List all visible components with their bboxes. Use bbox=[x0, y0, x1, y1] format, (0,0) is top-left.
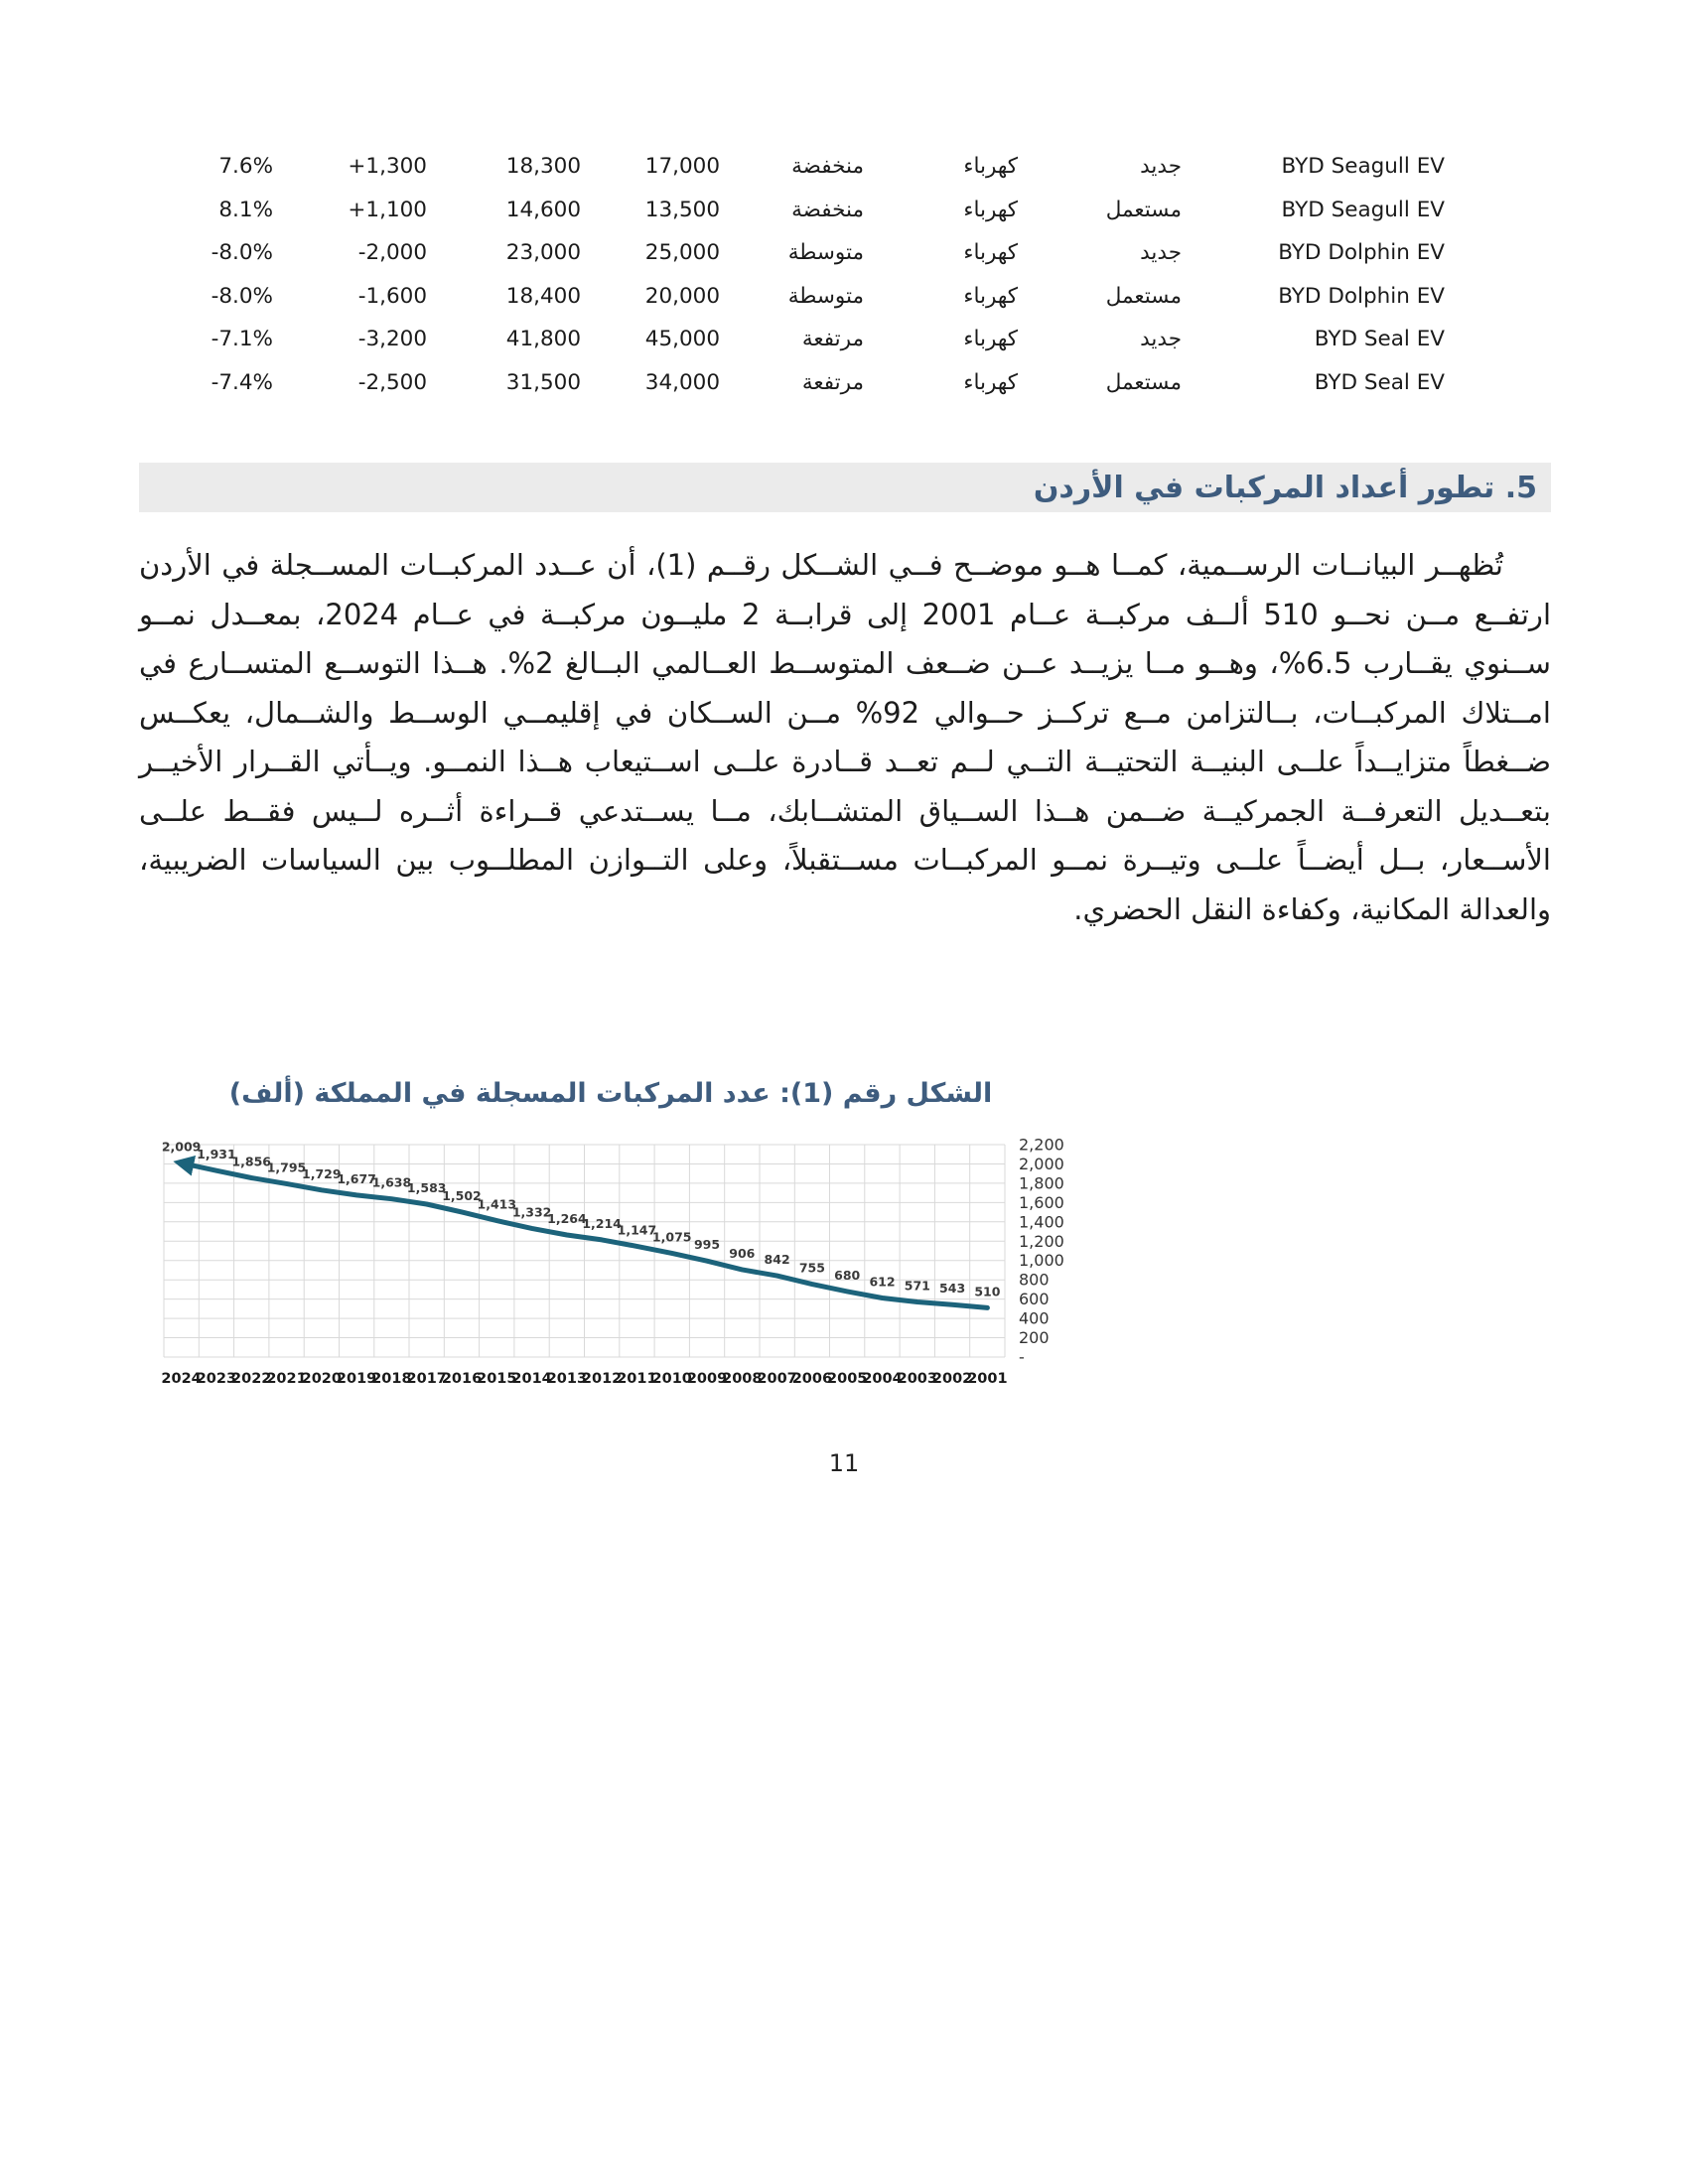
cell-percent: 7.6% bbox=[218, 154, 273, 180]
svg-text:543: 543 bbox=[939, 1281, 966, 1297]
cell-change: -2,500 bbox=[357, 369, 427, 395]
svg-text:1,332: 1,332 bbox=[511, 1204, 552, 1220]
svg-text:755: 755 bbox=[798, 1260, 825, 1276]
cell-fuel: كهرباء bbox=[963, 240, 1018, 266]
svg-text:1,638: 1,638 bbox=[371, 1174, 412, 1190]
svg-text:2,000: 2,000 bbox=[1019, 1155, 1064, 1173]
vertical-gridlines bbox=[164, 1145, 1005, 1357]
cell-percent: 8.1% bbox=[218, 197, 273, 222]
svg-text:2016: 2016 bbox=[441, 1371, 483, 1387]
data-labels bbox=[162, 1140, 1001, 1299]
cell-old-price: 45,000 bbox=[644, 327, 720, 352]
cell-new-price: 18,400 bbox=[505, 283, 581, 309]
svg-text:2023: 2023 bbox=[196, 1371, 237, 1387]
svg-text:842: 842 bbox=[764, 1252, 790, 1268]
svg-text:2022: 2022 bbox=[231, 1371, 272, 1387]
cell-fuel: كهرباء bbox=[963, 283, 1018, 309]
svg-text:1,795: 1,795 bbox=[266, 1160, 307, 1175]
svg-text:2010: 2010 bbox=[651, 1371, 692, 1387]
svg-text:2013: 2013 bbox=[546, 1371, 588, 1387]
svg-text:2011: 2011 bbox=[617, 1371, 657, 1387]
cell-category: متوسطة bbox=[787, 283, 864, 309]
svg-text:2020: 2020 bbox=[301, 1371, 342, 1387]
svg-text:1,214: 1,214 bbox=[582, 1215, 622, 1231]
svg-text:906: 906 bbox=[729, 1245, 756, 1261]
svg-text:2009: 2009 bbox=[686, 1371, 728, 1387]
cell-percent: -8.0% bbox=[211, 283, 273, 309]
svg-text:2003: 2003 bbox=[897, 1371, 937, 1387]
cell-model: BYD Seal EV bbox=[1314, 327, 1445, 352]
svg-text:2014: 2014 bbox=[511, 1371, 552, 1387]
svg-text:2006: 2006 bbox=[791, 1371, 833, 1387]
vehicle-price-table bbox=[194, 145, 1445, 404]
svg-text:2024: 2024 bbox=[161, 1371, 202, 1387]
cell-percent: -7.1% bbox=[211, 327, 273, 352]
cell-percent: -8.0% bbox=[211, 240, 273, 266]
cell-category: مرتفعة bbox=[801, 369, 864, 395]
svg-text:2004: 2004 bbox=[862, 1371, 903, 1387]
cell-new-price: 31,500 bbox=[505, 369, 581, 395]
svg-text:2002: 2002 bbox=[931, 1371, 973, 1387]
section-heading-bar bbox=[139, 463, 1551, 512]
cell-model: BYD Seal EV bbox=[1314, 369, 1445, 395]
svg-text:200: 200 bbox=[1019, 1328, 1050, 1347]
body-paragraph: تُظهــر البيانــات الرســمية، كمــا هــو موضــح فــي الشــكل رقــم (1)، أن عــدد المركبــات المســجلة في الأردن ارتفــع مــن نحــو 510 ألــف مركبــة عــام 2001 إلى قرابــة 2 مليــون مركبــة في عــام 2024، بمعــدل نمــو ســنوي يقــارب 6.5%، وهــو مــا يزيــد عــن ضــعف المتوســط العــالمي البــالغ 2%. هــذا التوســع المتســارع في امــتلاك المركبــات، بــالتزامن مــع تركــز حــوالي 92% مــن الســكان في إقليمــي الوســط والشــمال، يعكــس ضــغطاً متزايــداً علــى البنيــة التحتيــة التــي لــم تعــد قــادرة علــى اســتيعاب هــذا النمــو. ويــأتي القــرار الأخيــر بتعــديل التعرفــة الجمركيــة ضــمن هــذا الســياق المتشــابك، مــا يســتدعي قــراءة أثــره لــيس فقــط علــى الأســعار، بــل أيضــاً علــى وتيــرة نمــو المركبــات مســتقبلاً، وعلى التــوازن المطلــوب بين السياسات الضريبية، والعدالة المكانية، وكفاءة النقل الحضري. bbox=[139, 548, 1551, 926]
cell-fuel: كهرباء bbox=[963, 154, 1018, 180]
svg-text:800: 800 bbox=[1019, 1270, 1050, 1290]
cell-percent: -7.4% bbox=[211, 369, 273, 395]
cell-old-price: 13,500 bbox=[644, 197, 720, 222]
svg-text:2001: 2001 bbox=[967, 1371, 1008, 1387]
cell-model: BYD Seagull EV bbox=[1281, 154, 1445, 180]
svg-text:510: 510 bbox=[974, 1284, 1001, 1299]
svg-text:2012: 2012 bbox=[581, 1371, 623, 1387]
cell-new-price: 18,300 bbox=[505, 154, 581, 180]
svg-text:1,147: 1,147 bbox=[617, 1222, 657, 1238]
cell-fuel: كهرباء bbox=[963, 327, 1018, 352]
cell-category: مرتفعة bbox=[801, 327, 864, 352]
table-row bbox=[194, 189, 1445, 232]
x-axis bbox=[161, 1371, 1007, 1387]
svg-text:1,413: 1,413 bbox=[477, 1196, 517, 1212]
svg-text:1,200: 1,200 bbox=[1019, 1231, 1064, 1251]
svg-text:400: 400 bbox=[1019, 1308, 1050, 1328]
svg-text:2018: 2018 bbox=[371, 1371, 412, 1387]
figure-title: الشكل رقم (1): عدد المركبات المسجلة في المملكة (ألف) bbox=[228, 1078, 993, 1109]
cell-category: منخفضة bbox=[791, 154, 864, 180]
svg-text:1,502: 1,502 bbox=[442, 1187, 482, 1203]
cell-category: منخفضة bbox=[791, 197, 864, 222]
cell-change: +1,300 bbox=[348, 154, 427, 180]
svg-text:1,856: 1,856 bbox=[231, 1154, 271, 1169]
cell-condition: جديد bbox=[1140, 327, 1182, 352]
svg-text:2008: 2008 bbox=[722, 1371, 763, 1387]
page-number: 11 bbox=[828, 1449, 860, 1477]
svg-text:-: - bbox=[1019, 1347, 1025, 1367]
cell-old-price: 17,000 bbox=[644, 154, 720, 180]
cell-change: -1,600 bbox=[357, 283, 427, 309]
cell-fuel: كهرباء bbox=[963, 369, 1018, 395]
svg-text:995: 995 bbox=[693, 1237, 721, 1253]
table-row bbox=[194, 361, 1445, 405]
table-row bbox=[194, 318, 1445, 361]
svg-text:1,729: 1,729 bbox=[302, 1165, 342, 1181]
svg-text:680: 680 bbox=[834, 1267, 861, 1283]
svg-text:1,677: 1,677 bbox=[337, 1170, 376, 1186]
cell-condition: مستعمل bbox=[1105, 283, 1182, 309]
cell-model: BYD Seagull EV bbox=[1281, 197, 1445, 222]
table-row bbox=[194, 231, 1445, 275]
cell-category: متوسطة bbox=[787, 240, 864, 266]
cell-old-price: 25,000 bbox=[644, 240, 720, 266]
svg-text:2019: 2019 bbox=[336, 1371, 377, 1387]
svg-text:2,009: 2,009 bbox=[161, 1139, 202, 1155]
cell-model: BYD Dolphin EV bbox=[1278, 283, 1445, 309]
svg-text:2017: 2017 bbox=[406, 1371, 447, 1387]
cell-new-price: 41,800 bbox=[505, 327, 581, 352]
svg-text:1,600: 1,600 bbox=[1019, 1192, 1064, 1212]
cell-condition: جديد bbox=[1140, 240, 1182, 266]
svg-text:571: 571 bbox=[904, 1278, 930, 1294]
table-row bbox=[194, 275, 1445, 319]
cell-fuel: كهرباء bbox=[963, 197, 1018, 222]
cell-change: -3,200 bbox=[357, 327, 427, 352]
cell-condition: مستعمل bbox=[1105, 197, 1182, 222]
svg-text:600: 600 bbox=[1019, 1290, 1050, 1309]
cell-change: -2,000 bbox=[357, 240, 427, 266]
cell-condition: مستعمل bbox=[1105, 369, 1182, 395]
svg-text:1,264: 1,264 bbox=[547, 1211, 587, 1226]
svg-text:1,800: 1,800 bbox=[1019, 1173, 1064, 1193]
svg-text:612: 612 bbox=[869, 1274, 896, 1290]
svg-text:2005: 2005 bbox=[827, 1371, 868, 1387]
cell-new-price: 14,600 bbox=[505, 197, 581, 222]
cell-change: +1,100 bbox=[348, 197, 427, 222]
cell-model: BYD Dolphin EV bbox=[1278, 240, 1445, 266]
svg-text:2007: 2007 bbox=[757, 1371, 797, 1387]
section-heading: 5. تطور أعداد المركبات في الأردن bbox=[1033, 470, 1537, 505]
cell-condition: جديد bbox=[1140, 154, 1182, 180]
svg-text:2021: 2021 bbox=[266, 1371, 307, 1387]
svg-text:1,075: 1,075 bbox=[651, 1229, 692, 1245]
cell-old-price: 34,000 bbox=[644, 369, 720, 395]
vehicle-registration-chart bbox=[149, 1127, 1082, 1400]
table-row bbox=[194, 145, 1445, 189]
svg-text:1,931: 1,931 bbox=[197, 1147, 236, 1162]
svg-text:1,400: 1,400 bbox=[1019, 1212, 1064, 1232]
svg-text:1,583: 1,583 bbox=[406, 1180, 447, 1195]
svg-text:2015: 2015 bbox=[477, 1371, 517, 1387]
svg-text:2,200: 2,200 bbox=[1019, 1135, 1064, 1155]
cell-new-price: 23,000 bbox=[505, 240, 581, 266]
svg-text:1,000: 1,000 bbox=[1019, 1251, 1064, 1271]
cell-old-price: 20,000 bbox=[644, 283, 720, 309]
